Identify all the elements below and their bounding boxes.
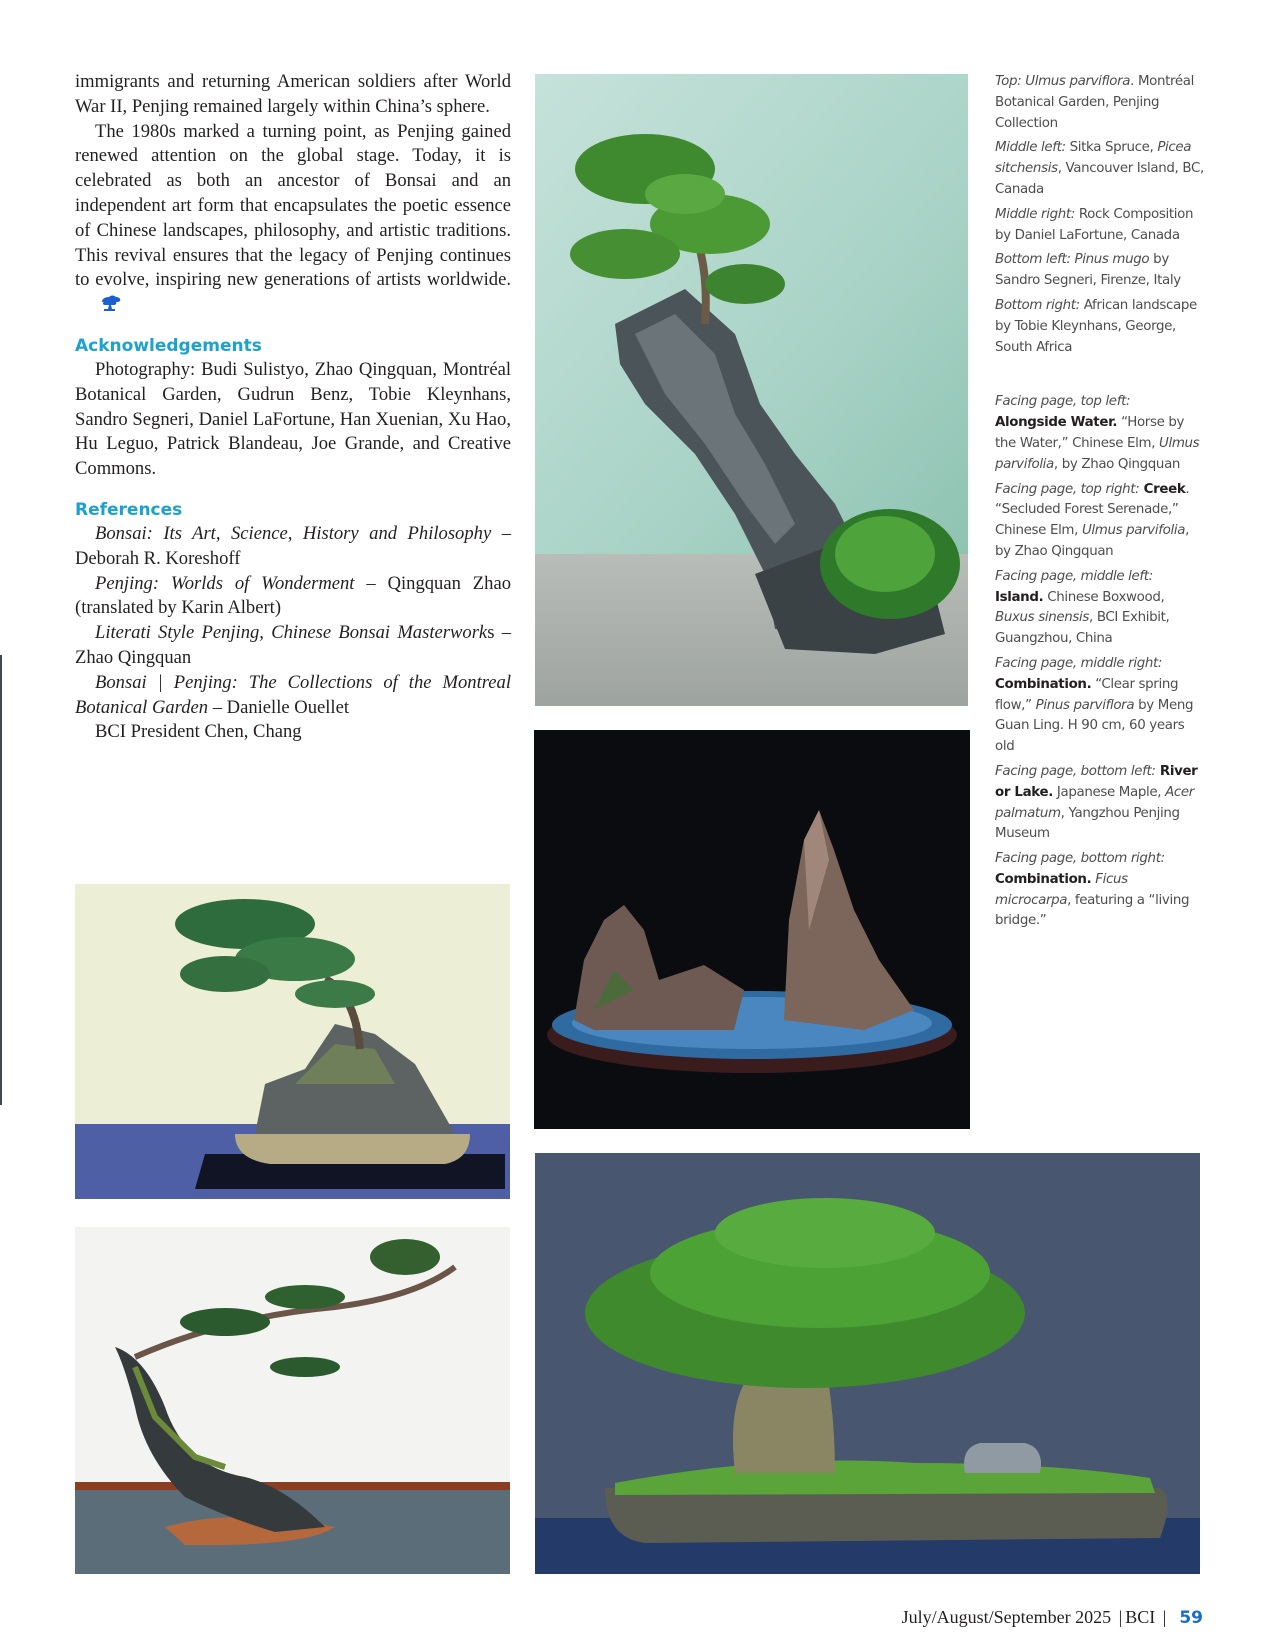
page-number: 59 <box>1179 1608 1203 1628</box>
reference-item: Bonsai | Penjing: The Collections of the Montreal Botanical Garden – Danielle Ouellet <box>75 671 511 718</box>
references-list <box>75 522 511 745</box>
footer-separator: | <box>1118 1607 1123 1627</box>
bonsai-tree-icon <box>79 293 101 313</box>
caption-top: Top: Ulmus parviflora. Montréal Botanical Garden, Penjing Collection <box>995 74 1195 131</box>
caption-middle-left: Middle left: Sitka Spruce, Picea sitchensis, Vancouver Island, BC, Canada <box>995 140 1204 197</box>
photo-pinus-mugo <box>75 1227 510 1574</box>
photo-african-landscape <box>535 1153 1200 1574</box>
caption-bottom-left: Bottom left: Pinus mugo by Sandro Segneri, Firenze, Italy <box>995 252 1181 289</box>
photo-sitka-spruce <box>75 884 510 1199</box>
caption-facing-bottom-right: Facing page, bottom right: Combination. Ficus microcarpa, featuring a “living bridge.” <box>995 851 1190 929</box>
caption-facing-top-right: Facing page, top right: Creek. “Secluded Forest Serenade,” Chinese Elm, Ulmus parvifolia, by Zhao Qingquan <box>995 481 1190 559</box>
acknowledgements-text: Photography: Budi Sulistyo, Zhao Qingquan, Montréal Botanical Garden, Gudrun Benz, Tobie Kleynhans, Sandro Segneri, Daniel LaFortune, Han Xuenian, Xu Hao, Hu Leguo, Patrick Blandeau, Joe Grande, and Creative Commons. <box>75 358 511 480</box>
photo-rock-composition <box>534 730 970 1129</box>
page-footer <box>902 1607 1203 1628</box>
reference-item: Literati Style Penjing, Chinese Bonsai Masterworks – Zhao Qingquan <box>75 622 511 668</box>
caption-facing-middle-right: Facing page, middle right: Combination. “Clear spring flow,” Pinus parviflora by Meng Guan Ling. H 90 cm, 60 years old <box>995 655 1194 755</box>
photo-ulmus-parviflora-rock <box>535 74 968 706</box>
caption-middle-right: Middle right: Rock Composition by Daniel LaFortune, Canada <box>995 206 1194 243</box>
caption-facing-top-left: Facing page, top left: Alongside Water. “Horse by the Water,” Chinese Elm, Ulmus parvifolia, by Zhao Qingquan <box>995 394 1200 472</box>
footer-separator: | <box>1162 1607 1167 1627</box>
facing-page-edge <box>0 655 2 1105</box>
caption-facing-bottom-left: Facing page, bottom left: River or Lake. Japanese Maple, Acer palmatum, Yangzhou Penjing Museum <box>995 763 1198 842</box>
photo-captions <box>995 72 1205 936</box>
body-paragraph: immigrants and returning American soldiers after World War II, Penjing remained largely within China’s sphere. <box>75 71 511 117</box>
left-text-column <box>75 70 511 745</box>
issue-date: July/August/September 2025 <box>901 1607 1112 1627</box>
caption-bottom-right: Bottom right: African landscape by Tobie Kleynhans, George, South Africa <box>995 297 1197 355</box>
reference-item: BCI President Chen, Chang <box>95 721 302 743</box>
acknowledgements-heading: Acknowledgements <box>75 335 262 356</box>
publication-name: BCI <box>1125 1607 1156 1627</box>
reference-item: Penjing: Worlds of Wonderment – Qingquan Zhao (translated by Karin Albert) <box>75 572 511 619</box>
references-heading: References <box>75 499 183 520</box>
body-paragraph: The 1980s marked a turning point, as Penjing gained renewed attention on the global stage. Today, it is celebrated as both an ancestor of Bonsai and an independent art form that encapsulates the poetic essence of Chinese landscapes, philosophy, and artistic traditions. This revival ensures that the legacy of Penjing continues to evolve, inspiring new generations of artists worldwide. <box>75 120 511 318</box>
reference-item: Bonsai: Its Art, Science, History and Philosophy – Deborah R. Koreshoff <box>75 522 511 569</box>
caption-facing-middle-left: Facing page, middle left: Island. Chinese Boxwood, Buxus sinensis, BCI Exhibit, Guangzhou, China <box>995 568 1170 647</box>
article-body <box>75 70 511 318</box>
